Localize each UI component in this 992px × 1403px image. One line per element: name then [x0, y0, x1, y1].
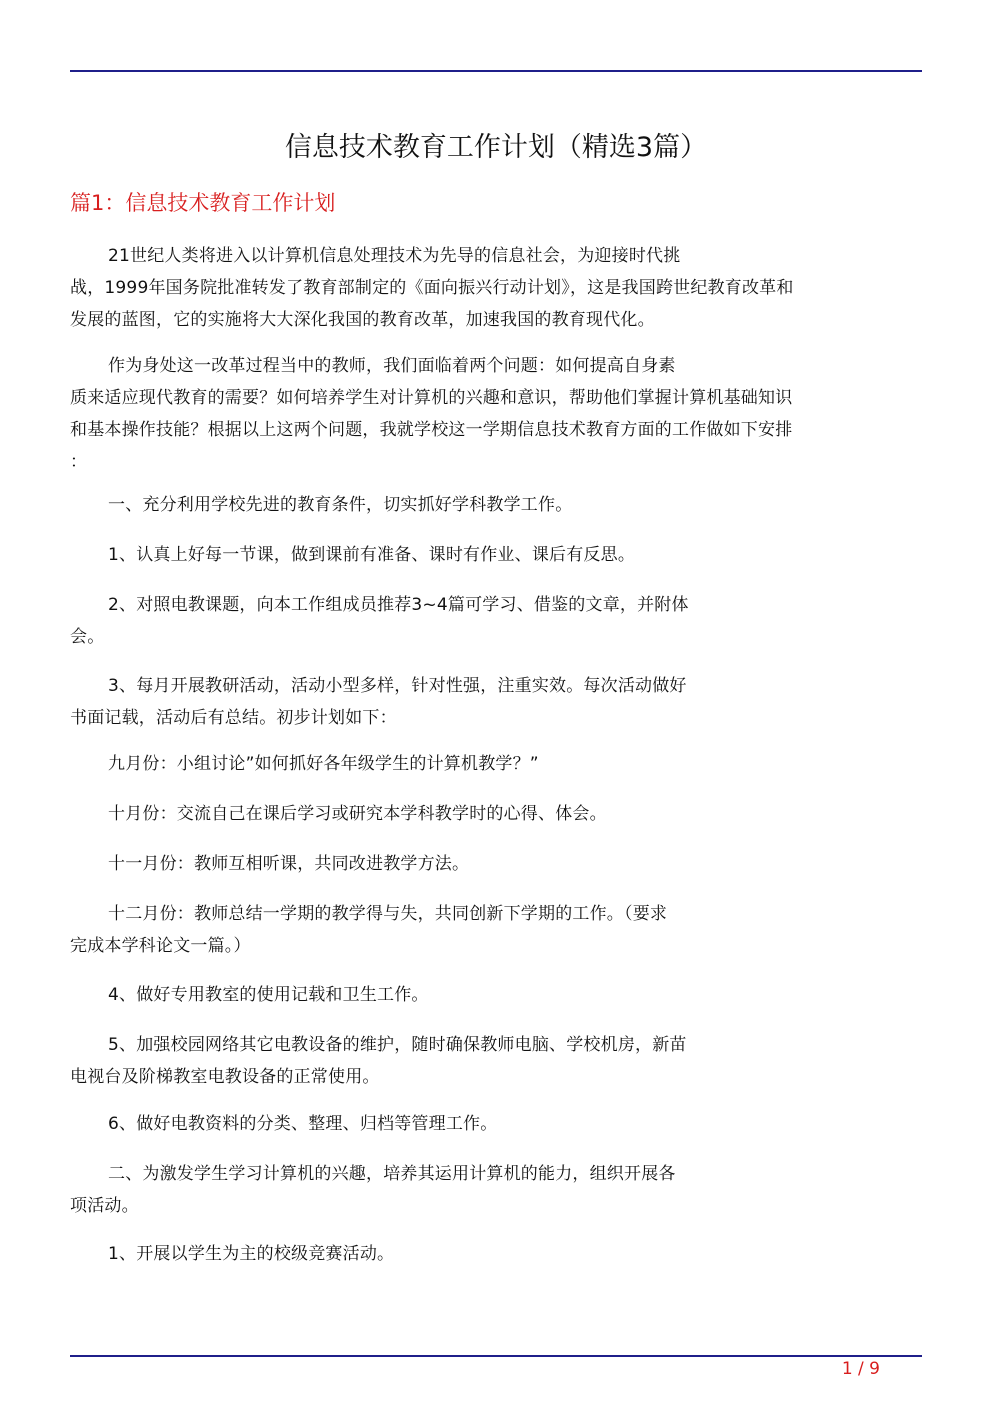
paragraph-3 — [70, 489, 915, 521]
paragraph-line: 质来适应现代教育的需要？如何培养学生对计算机的兴趣和意识，帮助他们掌握计算机基础知识 — [70, 388, 793, 408]
paragraph-line: 一、充分利用学校先进的教育条件，切实抓好学科教学工作。 — [108, 495, 573, 515]
paragraph-line: 1、开展以学生为主的校级竞赛活动。 — [108, 1244, 395, 1264]
paragraph-8 — [70, 798, 915, 830]
paragraph-12 — [70, 1029, 915, 1093]
paragraph-line: 5、加强校园网络其它电教设备的维护，随时确保教师电脑、学校机房，新苗 — [108, 1035, 687, 1055]
paragraph-line: 项活动。 — [70, 1196, 139, 1216]
paragraph-line: 和基本操作技能？根据以上这两个问题，我就学校这一学期信息技术教育方面的工作做如下安排 — [70, 420, 793, 440]
paragraph-line: 2、对照电教课题，向本工作组成员推荐3~4篇可学习、借鉴的文章，并附体 — [108, 595, 689, 615]
paragraph-7 — [70, 748, 915, 780]
header-rule — [70, 70, 922, 72]
paragraph-15 — [70, 1238, 915, 1270]
paragraph-9 — [70, 848, 915, 880]
paragraph-14 — [70, 1158, 915, 1222]
paragraph-line: 十月份：交流自己在课后学习或研究本学科教学时的心得、体会。 — [108, 804, 607, 824]
paragraph-line: 21世纪人类将进入以计算机信息处理技术为先导的信息社会，为迎接时代挑 — [108, 246, 681, 266]
paragraph-10 — [70, 898, 915, 962]
paragraph-line: 发展的蓝图，它的实施将大大深化我国的教育改革，加速我国的教育现代化。 — [70, 310, 655, 330]
section-heading: 篇1：信息技术教育工作计划 — [70, 191, 336, 215]
paragraph-2 — [70, 350, 915, 478]
paragraph-line: 完成本学科论文一篇。） — [70, 936, 251, 956]
paragraph-line: 会。 — [70, 627, 105, 647]
paragraph-line: 九月份：小组讨论”如何抓好各年级学生的计算机教学？” — [108, 754, 539, 774]
paragraph-line: ： — [70, 452, 88, 472]
paragraph-line: 作为身处这一改革过程当中的教师，我们面临着两个问题：如何提高自身素 — [108, 356, 676, 376]
page-number: 1 / 9 — [841, 1359, 880, 1379]
paragraph-line: 十一月份：教师互相听课，共同改进教学方法。 — [108, 854, 470, 874]
paragraph-line: 书面记载，活动后有总结。初步计划如下： — [70, 708, 397, 728]
paragraph-1 — [70, 240, 915, 336]
paragraph-line: 3、每月开展教研活动，活动小型多样，针对性强，注重实效。每次活动做好 — [108, 676, 687, 696]
paragraph-13 — [70, 1108, 915, 1140]
paragraph-line: 1、认真上好每一节课，做到课前有准备、课时有作业、课后有反思。 — [108, 545, 636, 565]
paragraph-line: 二、为激发学生学习计算机的兴趣，培养其运用计算机的能力，组织开展各 — [108, 1164, 676, 1184]
paragraph-11 — [70, 979, 915, 1011]
paragraph-line: 战，1999年国务院批准转发了教育部制定的《面向振兴行动计划》，这是我国跨世纪教育改革和 — [70, 278, 794, 298]
paragraph-5 — [70, 589, 915, 653]
paragraph-line: 十二月份：教师总结一学期的教学得与失，共同创新下学期的工作。（要求 — [108, 904, 668, 924]
paragraph-line: 电视台及阶梯教室电教设备的正常使用。 — [70, 1067, 380, 1087]
document-title: 信息技术教育工作计划（精选3篇） — [284, 132, 708, 163]
paragraph-line: 4、做好专用教室的使用记载和卫生工作。 — [108, 985, 429, 1005]
paragraph-4 — [70, 539, 915, 571]
paragraph-6 — [70, 670, 915, 734]
paragraph-line: 6、做好电教资料的分类、整理、归档等管理工作。 — [108, 1114, 498, 1134]
